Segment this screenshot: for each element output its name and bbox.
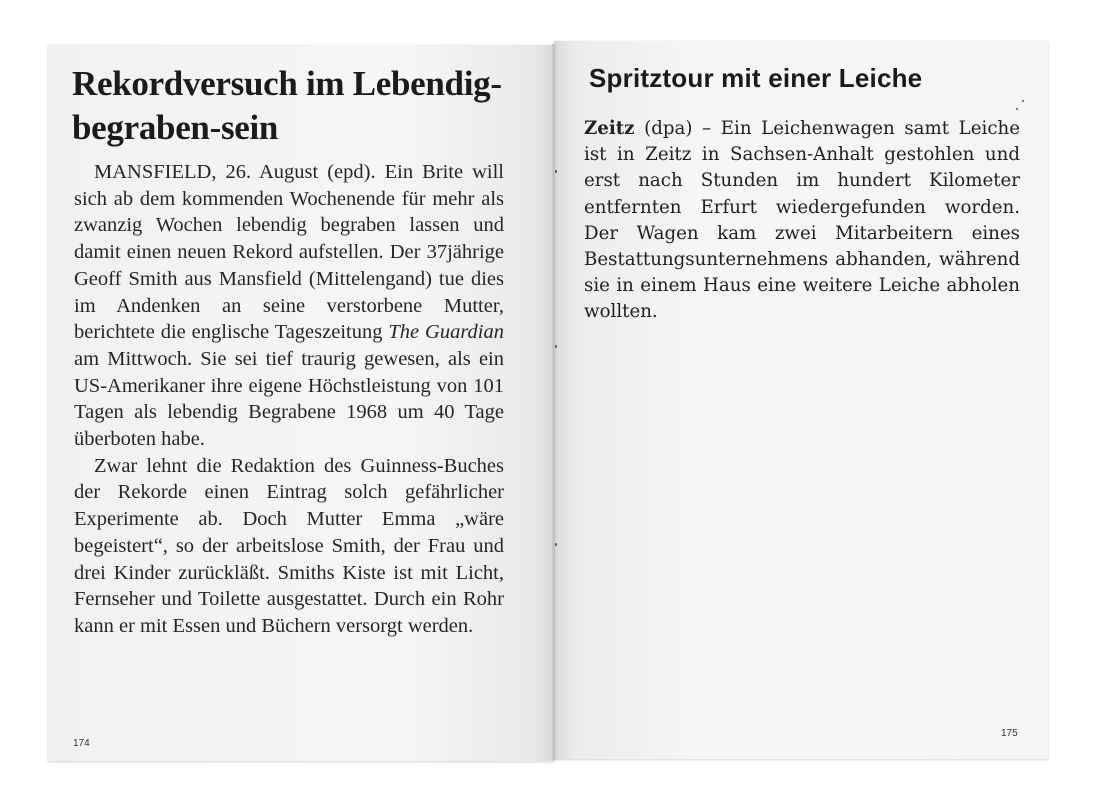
right-paragraph xyxy=(584,116,1020,326)
page-number-left: 174 xyxy=(73,738,90,749)
left-paragraph-1-text-b: am Mittwoch. Sie sei tief traurig gewesen, als ein US-Amerikaner ihre eigene Höchstleistung von 101 Tagen als lebendig Begrabene 1968 um 40 Tage überboten habe. xyxy=(74,347,504,451)
right-headline: Spritztour mit einer Leiche xyxy=(589,63,923,93)
dateline: Zeitz xyxy=(584,118,635,139)
print-speck xyxy=(1016,108,1018,110)
newspaper-title: The Guardian xyxy=(388,321,504,344)
left-headline: Rekordversuch im Lebendig-begraben-sein xyxy=(72,64,502,147)
page-number-right: 175 xyxy=(1001,728,1018,739)
left-paragraph-2: Zwar lehnt die Redaktion des Guinness-Buches der Rekorde einen Eintrag solch gefährlicher Experimente ab. Doch Mutter Emma „wäre begeistert“, so der arbeitslose Smith, der Frau und drei Kinder zurückläßt. Smiths Kiste ist mit Licht, Fernseher und Toilette ausgestattet. Durch ein Rohr kann er mit Essen und Büchern versorgt werden. xyxy=(74,454,504,637)
print-speck xyxy=(555,345,557,348)
left-paragraph-1 xyxy=(74,159,504,453)
left-paragraph-1-text-a: MANSFIELD, 26. August (epd). Ein Brite will sich ab dem kommenden Wochenende für mehr als zwanzig Wochen lebendig begraben lassen und damit einen neuen Rekord aufstellen. Der 37jährige Geoff Smith aus Mansfield (Mittelengand) tue dies im Andenken an seine verstorbene Mutter, berichtete die englische Tageszeitung xyxy=(74,161,504,344)
right-article xyxy=(584,116,1020,326)
book-gutter xyxy=(552,44,556,760)
print-speck xyxy=(555,170,557,173)
left-article xyxy=(74,159,504,640)
right-paragraph-text: (dpa) – Ein Leichenwagen samt Leiche ist in Zeitz in Sachsen-Anhalt gestohlen und erst nach Stunden im hundert Kilometer entfernten Erfurt wiedergefunden worden. Der Wagen kam zwei Mitarbeitern eines Bestattungsunternehmens abhanden, während sie in einem Haus eine weitere Leiche abholen wollten. xyxy=(584,118,1020,323)
print-speck xyxy=(555,543,557,546)
print-speck xyxy=(1022,100,1024,102)
